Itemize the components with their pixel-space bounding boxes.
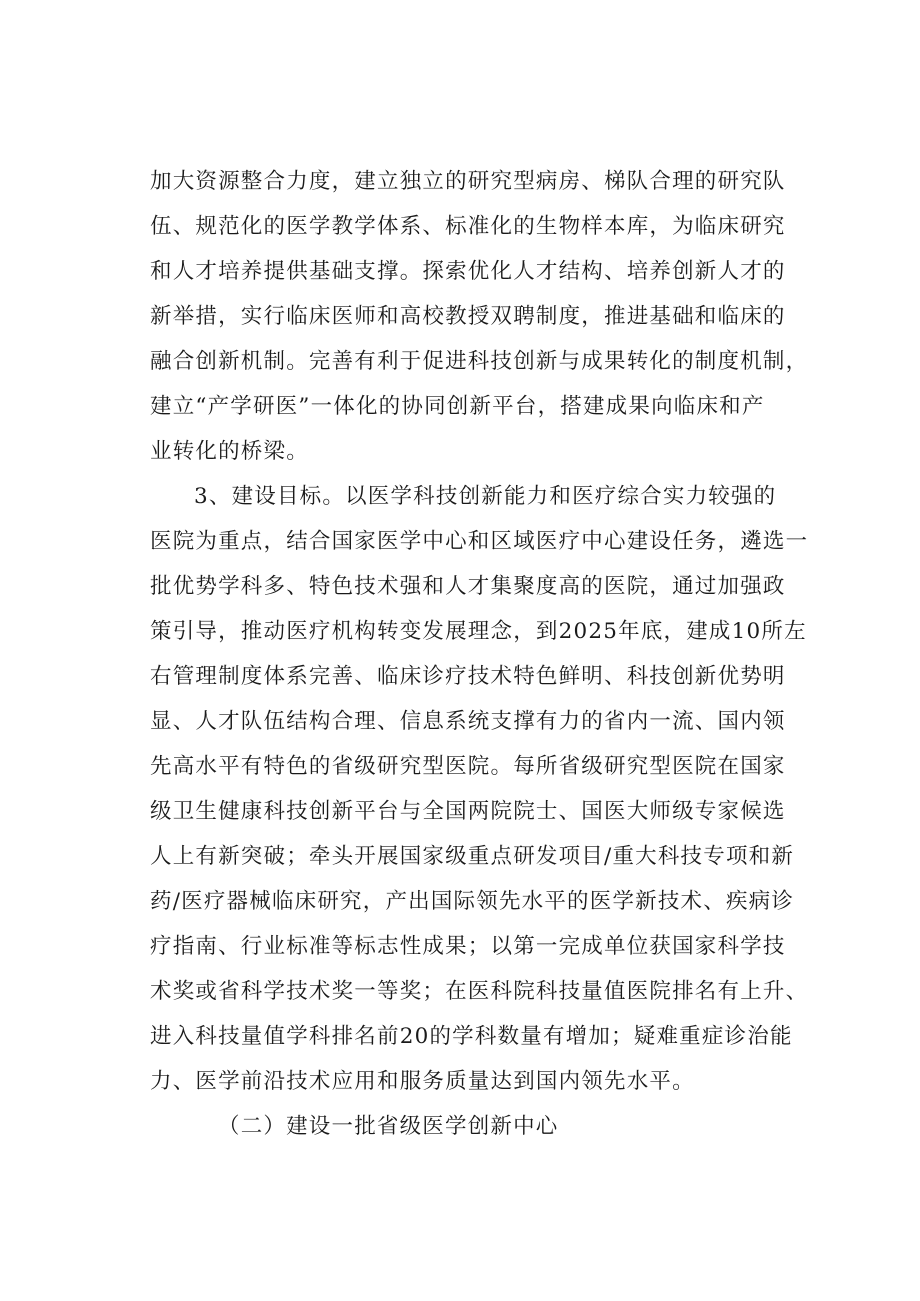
text-line: 进入科技量值学科排名前20的学科数量有增加；疑难重症诊治能 <box>150 1024 793 1049</box>
text-line: 术奖或省科学技术奖一等奖；在医科院科技量值医院排名有上升、 <box>150 979 809 1004</box>
text-line: 人上有新突破；牵头开展国家级重点研发项目/重大科技专项和新 <box>150 844 795 869</box>
text-line: 和人才培养提供基础支撑。探索优化人才结构、培养创新人才的 <box>150 259 786 284</box>
text-line: 医院为重点，结合国家医学中心和区域医疗中心建设任务，遴选一 <box>150 529 809 554</box>
section-heading: （二）建设一批省级医学创新中心 <box>218 1114 559 1139</box>
text-line: 药/医疗器械临床研究，产出国际领先水平的医学新技术、疾病诊 <box>150 889 795 914</box>
text-line: 疗指南、行业标准等标志性成果；以第一完成单位获国家科学技 <box>150 934 786 959</box>
text-line: 显、人才队伍结构合理、信息系统支撑有力的省内一流、国内领 <box>150 709 786 734</box>
text-line: 建立“产学研医”一体化的协同创新平台，搭建成果向临床和产 <box>150 394 765 419</box>
text-line: 融合创新机制。完善有利于促进科技创新与成果转化的制度机制， <box>150 349 809 374</box>
text-line: 先高水平有特色的省级研究型医院。每所省级研究型医院在国家 <box>150 754 786 779</box>
text-line: 3、建设目标。以医学科技创新能力和医疗综合实力较强的 <box>194 484 777 509</box>
text-line: 右管理制度体系完善、临床诊疗技术特色鲜明、科技创新优势明 <box>150 664 786 689</box>
text-line: 业转化的桥梁。 <box>150 439 309 464</box>
text-line: 力、医学前沿技术应用和服务质量达到国内领先水平。 <box>150 1069 695 1094</box>
text-line: 策引导，推动医疗机构转变发展理念，到2025年底，建成10所左 <box>150 619 807 644</box>
text-line: 伍、规范化的医学教学体系、标准化的生物样本库，为临床研究 <box>150 214 786 239</box>
text-line: 加大资源整合力度，建立独立的研究型病房、梯队合理的研究队 <box>150 169 786 194</box>
text-line: 新举措，实行临床医师和高校教授双聘制度，推进基础和临床的 <box>150 304 786 329</box>
text-line: 级卫生健康科技创新平台与全国两院院士、国医大师级专家候选 <box>150 799 786 824</box>
text-line: 批优势学科多、特色技术强和人才集聚度高的医院，通过加强政 <box>150 574 786 599</box>
